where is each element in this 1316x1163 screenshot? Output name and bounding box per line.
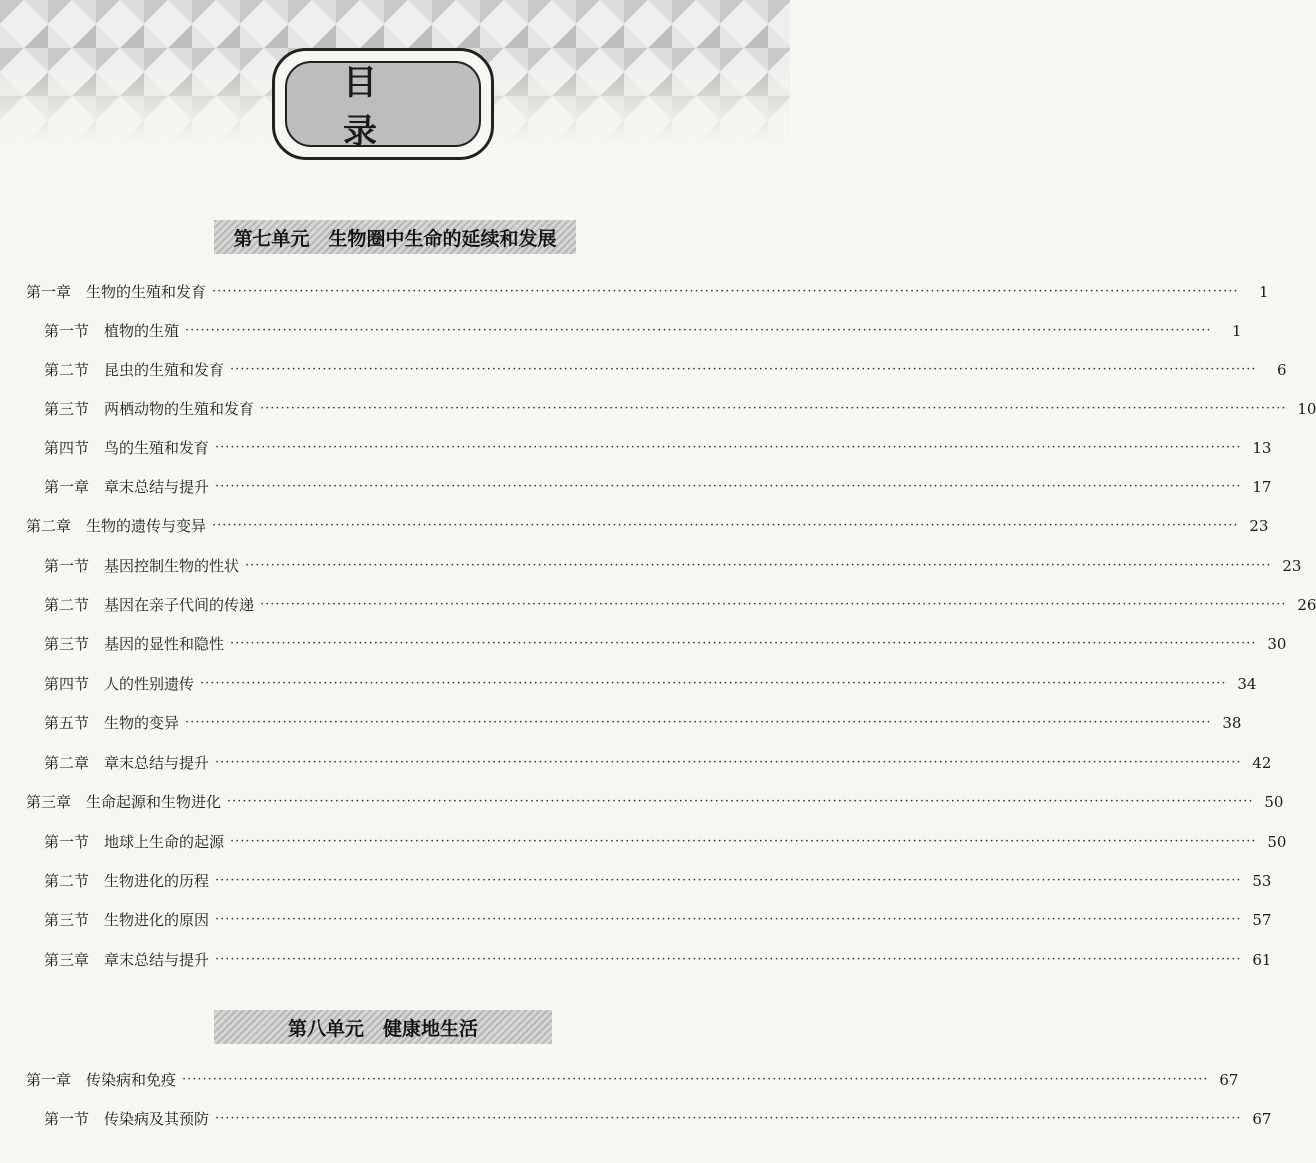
page-number: 30	[1267, 635, 1287, 653]
dot-leader: ········································································································································································································	[215, 952, 1242, 967]
page-number: 1	[1231, 322, 1242, 340]
dot-leader: ········································································································································································································	[245, 558, 1272, 573]
toc-title: 目录	[285, 61, 481, 147]
dot-leader: ········································································································································································································	[200, 676, 1227, 691]
section-title: 第四节 鸟的生殖和发育	[44, 439, 210, 457]
dot-leader: ········································································································································································································	[230, 362, 1257, 377]
page-number: 53	[1252, 872, 1272, 890]
dot-leader: ········································································································································································································	[182, 1072, 1209, 1087]
dot-leader: ········································································································································································································	[230, 834, 1257, 849]
page-number: 6	[1276, 361, 1287, 379]
page-number: 50	[1264, 793, 1284, 811]
dot-leader: ········································································································································································································	[230, 636, 1257, 651]
page-number: 50	[1267, 833, 1287, 851]
toc-entry[interactable]	[44, 829, 1287, 855]
dot-leader: ········································································································································································································	[185, 323, 1212, 338]
dot-leader: ········································································································································································································	[215, 479, 1242, 494]
section-title: 第一节 植物的生殖	[44, 322, 180, 340]
toc-entry[interactable]	[44, 592, 1316, 618]
page-number: 38	[1222, 714, 1242, 732]
dot-leader: ········································································································································································································	[185, 715, 1212, 730]
toc-entry[interactable]	[44, 474, 1272, 500]
chapter-title: 第二章 生物的遗传与变异	[26, 517, 207, 535]
page-number: 34	[1237, 675, 1257, 693]
page-number: 26	[1297, 596, 1316, 614]
dot-leader: ········································································································································································································	[260, 401, 1287, 416]
page-number: 13	[1252, 439, 1272, 457]
page-number: 23	[1282, 557, 1302, 575]
section-title: 第三节 两栖动物的生殖和发育	[44, 400, 255, 418]
section-title: 第二章 章末总结与提升	[44, 754, 210, 772]
toc-entry[interactable]	[44, 631, 1287, 657]
section-title: 第三章 章末总结与提升	[44, 951, 210, 969]
unit-7-heading: 第七单元 生物圈中生命的延续和发展	[214, 220, 576, 254]
section-title: 第一节 基因控制生物的性状	[44, 557, 240, 575]
toc-entry[interactable]	[44, 947, 1272, 973]
page-number: 42	[1252, 754, 1272, 772]
toc-entry[interactable]	[44, 750, 1272, 776]
page-number: 61	[1252, 951, 1272, 969]
toc-entry[interactable]	[26, 789, 1284, 815]
toc-entry[interactable]	[44, 435, 1272, 461]
toc-entry[interactable]	[44, 318, 1242, 344]
dot-leader: ········································································································································································································	[215, 755, 1242, 770]
section-title: 第一节 地球上生命的起源	[44, 833, 225, 851]
toc-entry[interactable]	[44, 710, 1242, 736]
dot-leader: ········································································································································································································	[215, 873, 1242, 888]
section-title: 第一章 章末总结与提升	[44, 478, 210, 496]
page-number: 57	[1252, 911, 1272, 929]
page-number: 67	[1219, 1071, 1239, 1089]
page-number: 67	[1252, 1110, 1272, 1128]
dot-leader: ········································································································································································································	[215, 440, 1242, 455]
page-number: 1	[1258, 283, 1269, 301]
section-title: 第二节 基因在亲子代间的传递	[44, 596, 255, 614]
toc-entry[interactable]	[44, 907, 1272, 933]
section-title: 第四节 人的性别遗传	[44, 675, 195, 693]
toc-entry[interactable]	[26, 513, 1269, 539]
section-title: 第五节 生物的变异	[44, 714, 180, 732]
toc-entry[interactable]	[44, 671, 1257, 697]
chapter-title: 第一章 传染病和免疫	[26, 1071, 177, 1089]
toc-entry[interactable]	[26, 279, 1269, 305]
unit-8-heading: 第八单元 健康地生活	[214, 1010, 552, 1044]
section-title: 第二节 昆虫的生殖和发育	[44, 361, 225, 379]
dot-leader: ········································································································································································································	[212, 518, 1239, 533]
section-title: 第三节 生物进化的原因	[44, 911, 210, 929]
chapter-title: 第一章 生物的生殖和发育	[26, 283, 207, 301]
toc-entry[interactable]	[26, 1067, 1239, 1093]
toc-entry[interactable]	[44, 553, 1302, 579]
dot-leader: ········································································································································································································	[215, 1111, 1242, 1126]
dot-leader: ········································································································································································································	[212, 284, 1239, 299]
page-number: 10	[1297, 400, 1316, 418]
page-number: 17	[1252, 478, 1272, 496]
toc-entry[interactable]	[44, 396, 1316, 422]
chapter-title: 第三章 生命起源和生物进化	[26, 793, 222, 811]
section-title: 第一节 传染病及其预防	[44, 1110, 210, 1128]
toc-entry[interactable]	[44, 357, 1287, 383]
dot-leader: ········································································································································································································	[227, 794, 1254, 809]
section-title: 第三节 基因的显性和隐性	[44, 635, 225, 653]
dot-leader: ········································································································································································································	[260, 597, 1287, 612]
dot-leader: ········································································································································································································	[215, 912, 1242, 927]
toc-entry[interactable]	[44, 868, 1272, 894]
section-title: 第二节 生物进化的历程	[44, 872, 210, 890]
toc-title-frame	[272, 48, 494, 160]
toc-entry[interactable]	[44, 1106, 1272, 1132]
page-number: 23	[1249, 517, 1269, 535]
